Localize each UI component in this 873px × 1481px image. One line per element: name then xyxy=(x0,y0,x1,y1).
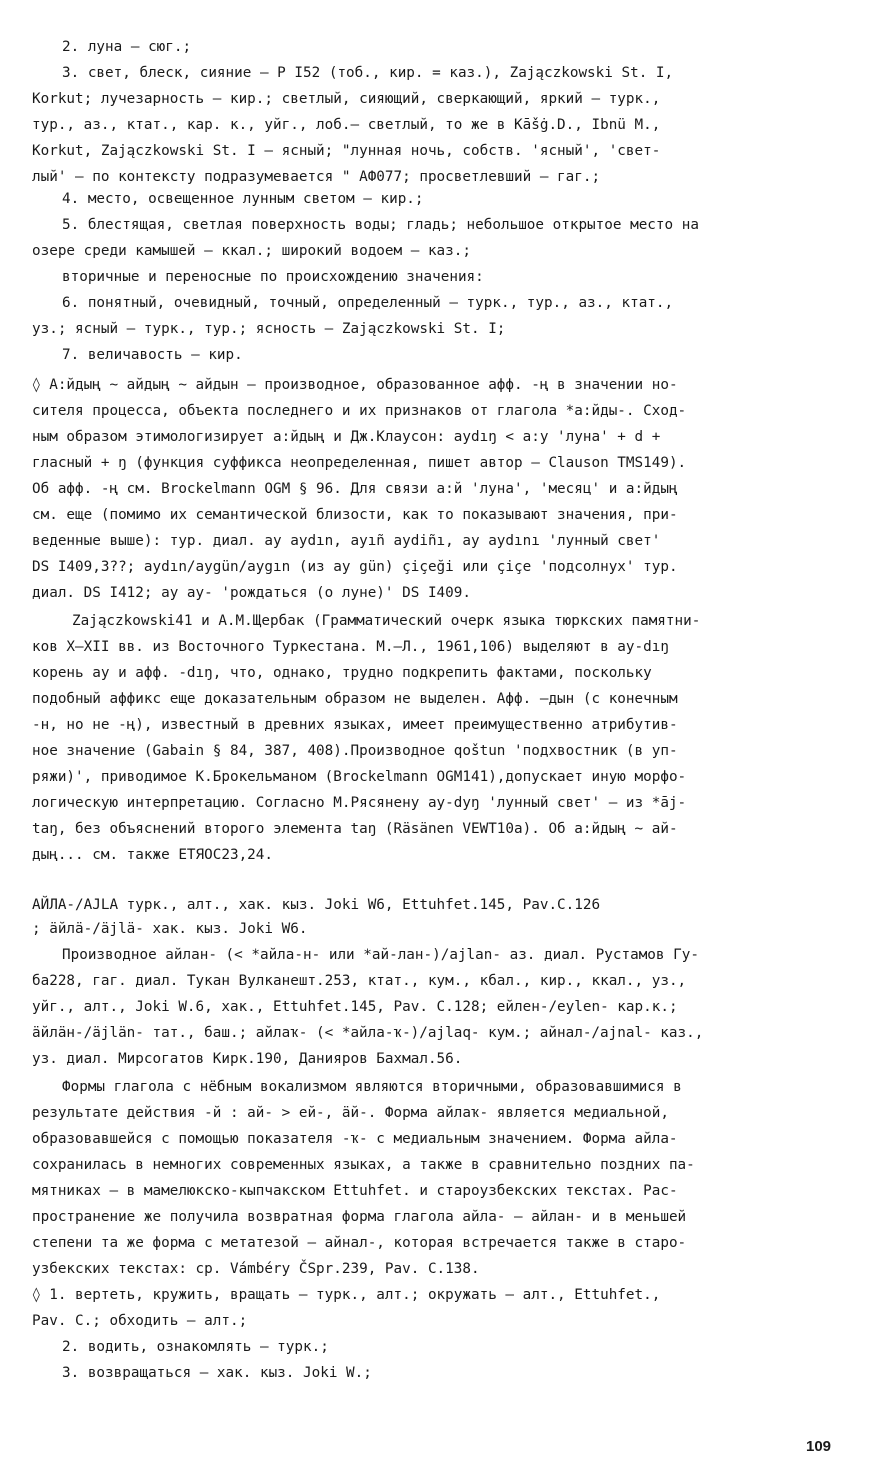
text-line: ным образом этимологизирует а:йдың и Дж.Клаусон: aydıŋ < a:y 'луна' + d + xyxy=(32,429,661,445)
text-line: образовавшейся с помощью показателя -ҡ- с медиальным значением. Форма айла- xyxy=(32,1131,678,1147)
text-line: диал. DS I412; ay ay- 'рождаться (о луне)' DS I409. xyxy=(32,585,471,601)
text-line: мятниках – в мамелюкско-кыпчакском Ettuhfet. и староузбекских текстах. Рас- xyxy=(32,1183,678,1199)
text-line: ряжи)', приводимое К.Брокельманом (Brockelmann OGM141),допускает иную морфо- xyxy=(32,769,687,785)
text-line: Zajączkowski41 и А.М.Щербак (Грамматический очерк языка тюркских памятни- xyxy=(72,613,701,629)
text-line: сителя процесса, объекта последнего и их признаков от глагола *а:йды-. Сход- xyxy=(32,403,687,419)
text-line: ◊ А:йдың ~ айдың ~ айдын – производное, образованное афф. -ң в значении но- xyxy=(32,377,678,393)
text-line: тур., аз., ктат., кар. к., уйг., лоб.– светлый, то же в Kāšġ.D., Ibnü M., xyxy=(32,117,661,133)
text-line: ба228, гаг. диал. Тукан Вулканешт.253, ктат., кум., кбал., кир., ккал., уз., xyxy=(32,973,687,989)
text-line: уз. диал. Мирсогатов Кирк.190, Данияров Бахмал.56. xyxy=(32,1051,463,1067)
text-line: веденные выше): тур. диал. ay aydın, ayıñ aydiñı, ay aydını 'лунный свет' xyxy=(32,533,661,549)
text-line: 7. величавость – кир. xyxy=(62,347,243,363)
text-line: подобный аффикс еще доказательным образом не выделен. Афф. –дын (с конечным xyxy=(32,691,678,707)
text-line: -н, но не -ң), известный в древних языках, имеет преимущественно атрибутив- xyxy=(32,717,678,733)
text-line: 5. блестящая, светлая поверхность воды; гладь; небольшое открытое место на xyxy=(62,217,699,233)
text-line: корень ay и афф. -dıŋ, что, однако, трудно подкрепить фактами, поскольку xyxy=(32,665,652,681)
text-line: уз.; ясный – турк., тур.; ясность – Zajączkowski St. I; xyxy=(32,321,506,337)
text-line: пространение же получила возвратная форма глагола айла- – айлан- и в меньшей xyxy=(32,1209,687,1225)
text-line: гласный + ŋ (функция суффикса неопределенная, пишет автор – Clauson TMS149). xyxy=(32,455,687,471)
text-line: уйг., алт., Joki W.6, хак., Ettuhfet.145, Pav. C.128; ейлен-/eylen- кар.к.; xyxy=(32,999,678,1015)
text-line: дың... см. также ЕТЯОС23,24. xyxy=(32,847,274,863)
text-line: Формы глагола с нёбным вокализмом являются вторичными, образовавшимися в xyxy=(62,1079,682,1095)
text-line: Korkut; лучезарность – кир.; светлый, сияющий, сверкающий, яркий – турк., xyxy=(32,91,661,107)
text-line: см. еще (помимо их семантической близости, как то показывают значения, при- xyxy=(32,507,678,523)
text-line: ков X–XII вв. из Восточного Туркестана. М.–Л., 1961,106) выделяют в ay-dıŋ xyxy=(32,639,669,655)
text-line: Korkut, Zajączkowski St. I – ясный; "лунная ночь, собств. 'ясный', 'свет- xyxy=(32,143,661,159)
text-line: DS I409,3??; aydın/aygün/aygın (из ay gün) çiçeği или çiçe 'подсолнух' тур. xyxy=(32,559,678,575)
text-line: Об афф. -ң см. Brockelmann OGM § 96. Для связи а:й 'луна', 'месяц' и а:йдың xyxy=(32,481,678,497)
text-line: результате действия -й : ай- > ей-, ӓй-. Форма айлаҡ- является медиальной, xyxy=(32,1105,669,1121)
text-line: 6. понятный, очевидный, точный, определенный – турк., тур., аз., ктат., xyxy=(62,295,674,311)
text-line: лый' – по контексту подразумевается " АФ077; просветлевший – гаг.; xyxy=(32,169,601,185)
text-line: 3. свет, блеск, сияние – P I52 (тоб., кир. = каз.), Zajączkowski St. I, xyxy=(62,65,674,81)
text-line: 2. луна – сюг.; xyxy=(62,39,192,55)
text-line: ное значение (Gabain § 84, 387, 408).Производное qoštun 'подхвостник (в уп- xyxy=(32,743,678,759)
text-line: Производное айлан- (< *айла-н- или *ай-лан-)/ajlan- аз. диал. Рустамов Гу- xyxy=(62,947,699,963)
text-line: 4. место, освещенное лунным светом – кир.; xyxy=(62,191,424,207)
text-line: 2. водить, ознакомлять – турк.; xyxy=(62,1339,329,1355)
text-line: вторичные и переносные по происхождению значения: xyxy=(62,269,484,285)
text-line: АЙЛА-/AJLA турк., алт., хак. кыз. Joki W6, Ettuhfet.145, Pav.C.126 xyxy=(32,897,601,913)
text-line: ; ӓйлӓ-/äjlä- хак. кыз. Joki W6. xyxy=(32,921,308,937)
text-line: 3. возвращаться – хак. кыз. Joki W.; xyxy=(62,1365,372,1381)
text-line: сохранилась в немногих современных языках, а также в сравнительно поздних па- xyxy=(32,1157,695,1173)
text-line: степени та же форма с метатезой – айнал-, которая встречается также в старо- xyxy=(32,1235,687,1251)
text-line: Pav. C.; обходить – алт.; xyxy=(32,1313,248,1329)
text-line: ӓйлӓн-/äjlän- тат., баш.; айлаҡ- (< *айла-ҡ-)/ajlaq- кум.; айнал-/ajnal- каз., xyxy=(32,1025,704,1041)
text-line: узбекских текстах: ср. Vámbéry ČSpr.239, Pav. C.138. xyxy=(32,1261,480,1277)
text-line: ◊ 1. вертеть, кружить, вращать – турк., алт.; окружать – алт., Ettuhfet., xyxy=(32,1287,661,1303)
page-number: 109 xyxy=(806,1438,832,1455)
text-line: озере среди камышей – ккал.; широкий водоем – каз.; xyxy=(32,243,471,259)
text-line: логическую интерпретацию. Согласно М.Рясянену ay-dyŋ 'лунный свет' – из *āj- xyxy=(32,795,687,811)
text-line: taŋ, без объяснений второго элемента taŋ (Räsänen VEWT10a). Об а:йдың ~ ай- xyxy=(32,821,678,837)
